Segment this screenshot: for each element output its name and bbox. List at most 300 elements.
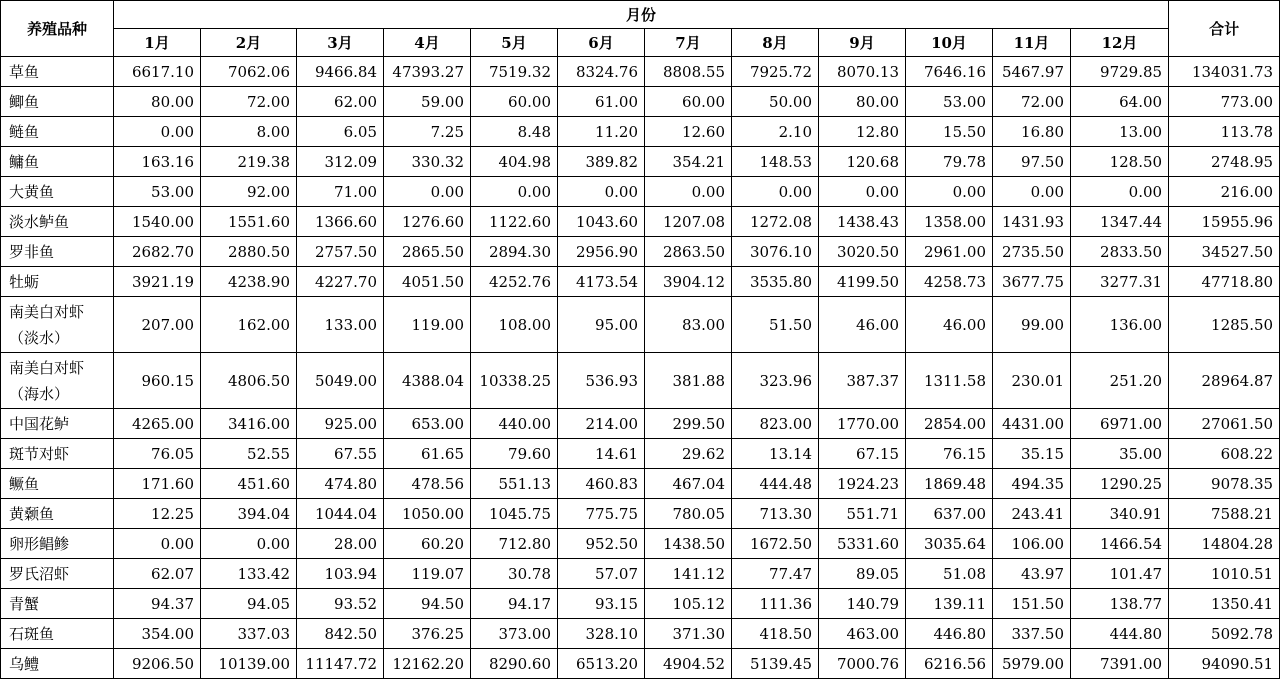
month-value-cell: 94.37: [114, 589, 201, 619]
month-value-cell: 163.16: [114, 147, 201, 177]
month-value-cell: 952.50: [558, 529, 645, 559]
month-header: 8月: [732, 29, 819, 57]
month-value-cell: 0.00: [558, 177, 645, 207]
month-value-cell: 713.30: [732, 499, 819, 529]
species-name-cell: 草鱼: [1, 57, 114, 87]
month-value-cell: 28.00: [297, 529, 384, 559]
month-value-cell: 340.91: [1071, 499, 1169, 529]
table-row: [1, 529, 1280, 559]
month-value-cell: 0.00: [114, 529, 201, 559]
month-value-cell: 6.05: [297, 117, 384, 147]
month-value-cell: 97.50: [993, 147, 1071, 177]
month-value-cell: 57.07: [558, 559, 645, 589]
month-value-cell: 387.37: [819, 353, 906, 409]
species-name-cell: 鲢鱼: [1, 117, 114, 147]
month-value-cell: 2956.90: [558, 237, 645, 267]
month-header: 7月: [645, 29, 732, 57]
month-value-cell: 1438.43: [819, 207, 906, 237]
month-value-cell: 1672.50: [732, 529, 819, 559]
month-value-cell: 328.10: [558, 619, 645, 649]
month-value-cell: 3416.00: [201, 409, 297, 439]
month-value-cell: 7391.00: [1071, 649, 1169, 679]
month-value-cell: 94.17: [471, 589, 558, 619]
total-value-cell: 773.00: [1169, 87, 1280, 117]
month-value-cell: 67.55: [297, 439, 384, 469]
table-row: [1, 589, 1280, 619]
month-value-cell: 376.25: [384, 619, 471, 649]
month-header: 9月: [819, 29, 906, 57]
month-value-cell: 83.00: [645, 297, 732, 353]
month-value-cell: 0.00: [732, 177, 819, 207]
total-value-cell: 134031.73: [1169, 57, 1280, 87]
species-name-cell: 中国花鲈: [1, 409, 114, 439]
month-value-cell: 1869.48: [906, 469, 993, 499]
month-value-cell: 2880.50: [201, 237, 297, 267]
species-name-cell: 青蟹: [1, 589, 114, 619]
header-row-months: [1, 29, 1280, 57]
month-value-cell: 446.80: [906, 619, 993, 649]
month-value-cell: 6216.56: [906, 649, 993, 679]
table-header: [1, 1, 1280, 57]
month-value-cell: 251.20: [1071, 353, 1169, 409]
total-value-cell: 113.78: [1169, 117, 1280, 147]
month-value-cell: 4265.00: [114, 409, 201, 439]
total-value-cell: 47718.80: [1169, 267, 1280, 297]
species-name-cell: 南美白对虾（海水）: [1, 353, 114, 409]
month-value-cell: 0.00: [384, 177, 471, 207]
month-value-cell: 2854.00: [906, 409, 993, 439]
month-value-cell: 4051.50: [384, 267, 471, 297]
month-value-cell: 551.71: [819, 499, 906, 529]
month-value-cell: 1466.54: [1071, 529, 1169, 559]
month-value-cell: 2863.50: [645, 237, 732, 267]
month-value-cell: 12.60: [645, 117, 732, 147]
total-value-cell: 28964.87: [1169, 353, 1280, 409]
header-row-top: [1, 1, 1280, 29]
month-value-cell: 6617.10: [114, 57, 201, 87]
month-value-cell: 12.25: [114, 499, 201, 529]
month-value-cell: 133.42: [201, 559, 297, 589]
month-value-cell: 52.55: [201, 439, 297, 469]
table-row: [1, 87, 1280, 117]
month-value-cell: 47393.27: [384, 57, 471, 87]
month-value-cell: 354.00: [114, 619, 201, 649]
total-value-cell: 5092.78: [1169, 619, 1280, 649]
month-value-cell: 79.78: [906, 147, 993, 177]
month-value-cell: 0.00: [906, 177, 993, 207]
month-value-cell: 111.36: [732, 589, 819, 619]
month-value-cell: 2682.70: [114, 237, 201, 267]
month-value-cell: 418.50: [732, 619, 819, 649]
month-value-cell: 637.00: [906, 499, 993, 529]
month-value-cell: 823.00: [732, 409, 819, 439]
species-name-cell: 南美白对虾（淡水）: [1, 297, 114, 353]
species-name-cell: 乌鳢: [1, 649, 114, 679]
month-value-cell: 53.00: [906, 87, 993, 117]
month-value-cell: 478.56: [384, 469, 471, 499]
month-value-cell: 59.00: [384, 87, 471, 117]
total-value-cell: 216.00: [1169, 177, 1280, 207]
month-value-cell: 8.48: [471, 117, 558, 147]
month-value-cell: 444.48: [732, 469, 819, 499]
month-value-cell: 64.00: [1071, 87, 1169, 117]
month-value-cell: 536.93: [558, 353, 645, 409]
month-value-cell: 2735.50: [993, 237, 1071, 267]
month-value-cell: 61.00: [558, 87, 645, 117]
month-value-cell: 60.20: [384, 529, 471, 559]
month-value-cell: 171.60: [114, 469, 201, 499]
month-value-cell: 136.00: [1071, 297, 1169, 353]
month-value-cell: 371.30: [645, 619, 732, 649]
month-value-cell: 140.79: [819, 589, 906, 619]
table-row: [1, 177, 1280, 207]
month-value-cell: 775.75: [558, 499, 645, 529]
species-name-cell: 卵形鲳鲹: [1, 529, 114, 559]
month-value-cell: 0.00: [645, 177, 732, 207]
month-value-cell: 46.00: [819, 297, 906, 353]
month-value-cell: 330.32: [384, 147, 471, 177]
month-value-cell: 94.50: [384, 589, 471, 619]
month-value-cell: 71.00: [297, 177, 384, 207]
month-value-cell: 72.00: [993, 87, 1071, 117]
table-row: [1, 619, 1280, 649]
month-value-cell: 960.15: [114, 353, 201, 409]
month-value-cell: 2757.50: [297, 237, 384, 267]
total-value-cell: 9078.35: [1169, 469, 1280, 499]
month-value-cell: 337.03: [201, 619, 297, 649]
month-value-cell: 35.00: [1071, 439, 1169, 469]
month-value-cell: 80.00: [114, 87, 201, 117]
month-value-cell: 43.97: [993, 559, 1071, 589]
month-value-cell: 1358.00: [906, 207, 993, 237]
month-value-cell: 51.50: [732, 297, 819, 353]
month-value-cell: 842.50: [297, 619, 384, 649]
month-value-cell: 207.00: [114, 297, 201, 353]
month-value-cell: 4173.54: [558, 267, 645, 297]
total-value-cell: 27061.50: [1169, 409, 1280, 439]
month-value-cell: 138.77: [1071, 589, 1169, 619]
total-value-cell: 2748.95: [1169, 147, 1280, 177]
month-value-cell: 1207.08: [645, 207, 732, 237]
month-value-cell: 8324.76: [558, 57, 645, 87]
month-value-cell: 3535.80: [732, 267, 819, 297]
month-value-cell: 5979.00: [993, 649, 1071, 679]
month-value-cell: 1272.08: [732, 207, 819, 237]
month-value-cell: 1050.00: [384, 499, 471, 529]
month-value-cell: 46.00: [906, 297, 993, 353]
species-name-cell: 鳜鱼: [1, 469, 114, 499]
month-value-cell: 133.00: [297, 297, 384, 353]
month-value-cell: 4258.73: [906, 267, 993, 297]
month-value-cell: 0.00: [201, 529, 297, 559]
month-value-cell: 80.00: [819, 87, 906, 117]
month-value-cell: 119.00: [384, 297, 471, 353]
month-value-cell: 9729.85: [1071, 57, 1169, 87]
month-value-cell: 101.47: [1071, 559, 1169, 589]
month-value-cell: 1043.60: [558, 207, 645, 237]
species-name-cell: 罗氏沼虾: [1, 559, 114, 589]
month-value-cell: 494.35: [993, 469, 1071, 499]
month-value-cell: 1276.60: [384, 207, 471, 237]
month-value-cell: 4238.90: [201, 267, 297, 297]
month-value-cell: 50.00: [732, 87, 819, 117]
month-value-cell: 15.50: [906, 117, 993, 147]
month-value-cell: 925.00: [297, 409, 384, 439]
month-value-cell: 6513.20: [558, 649, 645, 679]
month-value-cell: 62.00: [297, 87, 384, 117]
month-value-cell: 92.00: [201, 177, 297, 207]
month-value-cell: 373.00: [471, 619, 558, 649]
month-value-cell: 780.05: [645, 499, 732, 529]
month-value-cell: 7519.32: [471, 57, 558, 87]
total-value-cell: 1010.51: [1169, 559, 1280, 589]
month-value-cell: 53.00: [114, 177, 201, 207]
month-value-cell: 337.50: [993, 619, 1071, 649]
month-value-cell: 0.00: [993, 177, 1071, 207]
month-value-cell: 4904.52: [645, 649, 732, 679]
month-value-cell: 103.94: [297, 559, 384, 589]
total-value-cell: 15955.96: [1169, 207, 1280, 237]
month-value-cell: 95.00: [558, 297, 645, 353]
month-value-cell: 4806.50: [201, 353, 297, 409]
month-value-cell: 463.00: [819, 619, 906, 649]
month-value-cell: 162.00: [201, 297, 297, 353]
month-value-cell: 8808.55: [645, 57, 732, 87]
month-value-cell: 13.00: [1071, 117, 1169, 147]
table-row: [1, 409, 1280, 439]
month-value-cell: 467.04: [645, 469, 732, 499]
total-value-cell: 7588.21: [1169, 499, 1280, 529]
month-value-cell: 219.38: [201, 147, 297, 177]
month-value-cell: 30.78: [471, 559, 558, 589]
species-name-cell: 石斑鱼: [1, 619, 114, 649]
month-value-cell: 5139.45: [732, 649, 819, 679]
month-value-cell: 120.68: [819, 147, 906, 177]
species-name-cell: 黄颡鱼: [1, 499, 114, 529]
month-value-cell: 394.04: [201, 499, 297, 529]
month-value-cell: 151.50: [993, 589, 1071, 619]
month-value-cell: 7.25: [384, 117, 471, 147]
month-value-cell: 5331.60: [819, 529, 906, 559]
month-header: 10月: [906, 29, 993, 57]
month-value-cell: 0.00: [819, 177, 906, 207]
month-value-cell: 13.14: [732, 439, 819, 469]
month-value-cell: 1290.25: [1071, 469, 1169, 499]
month-value-cell: 0.00: [1071, 177, 1169, 207]
month-value-cell: 10139.00: [201, 649, 297, 679]
month-value-cell: 451.60: [201, 469, 297, 499]
total-value-cell: 608.22: [1169, 439, 1280, 469]
month-value-cell: 7062.06: [201, 57, 297, 87]
month-value-cell: 94.05: [201, 589, 297, 619]
total-value-cell: 1285.50: [1169, 297, 1280, 353]
month-value-cell: 108.00: [471, 297, 558, 353]
month-value-cell: 148.53: [732, 147, 819, 177]
month-value-cell: 12162.20: [384, 649, 471, 679]
month-value-cell: 444.80: [1071, 619, 1169, 649]
month-value-cell: 381.88: [645, 353, 732, 409]
month-value-cell: 60.00: [471, 87, 558, 117]
table-row: [1, 469, 1280, 499]
month-value-cell: 1770.00: [819, 409, 906, 439]
month-value-cell: 3076.10: [732, 237, 819, 267]
month-value-cell: 106.00: [993, 529, 1071, 559]
month-value-cell: 11147.72: [297, 649, 384, 679]
month-group-header: 月份: [114, 1, 1169, 29]
month-value-cell: 0.00: [471, 177, 558, 207]
month-value-cell: 141.12: [645, 559, 732, 589]
month-value-cell: 2894.30: [471, 237, 558, 267]
total-value-cell: 94090.51: [1169, 649, 1280, 679]
month-value-cell: 119.07: [384, 559, 471, 589]
month-value-cell: 0.00: [114, 117, 201, 147]
table-body: [1, 57, 1280, 679]
month-value-cell: 8.00: [201, 117, 297, 147]
month-value-cell: 3277.31: [1071, 267, 1169, 297]
species-name-cell: 牡蛎: [1, 267, 114, 297]
month-value-cell: 1540.00: [114, 207, 201, 237]
month-header: 3月: [297, 29, 384, 57]
table-row: [1, 649, 1280, 679]
month-value-cell: 299.50: [645, 409, 732, 439]
table-row: [1, 117, 1280, 147]
month-value-cell: 8070.13: [819, 57, 906, 87]
month-value-cell: 1311.58: [906, 353, 993, 409]
month-value-cell: 354.21: [645, 147, 732, 177]
month-value-cell: 4227.70: [297, 267, 384, 297]
species-name-cell: 大黄鱼: [1, 177, 114, 207]
table-row: [1, 439, 1280, 469]
table-row: [1, 147, 1280, 177]
table-row: [1, 57, 1280, 87]
table-row: [1, 499, 1280, 529]
table-row: [1, 237, 1280, 267]
month-value-cell: 3020.50: [819, 237, 906, 267]
month-value-cell: 9206.50: [114, 649, 201, 679]
month-value-cell: 3035.64: [906, 529, 993, 559]
month-value-cell: 312.09: [297, 147, 384, 177]
month-value-cell: 93.52: [297, 589, 384, 619]
month-value-cell: 4252.76: [471, 267, 558, 297]
month-value-cell: 243.41: [993, 499, 1071, 529]
month-value-cell: 4388.04: [384, 353, 471, 409]
month-value-cell: 61.65: [384, 439, 471, 469]
total-value-cell: 14804.28: [1169, 529, 1280, 559]
month-value-cell: 14.61: [558, 439, 645, 469]
month-value-cell: 7646.16: [906, 57, 993, 87]
month-value-cell: 99.00: [993, 297, 1071, 353]
month-value-cell: 1045.75: [471, 499, 558, 529]
species-header: 养殖品种: [1, 1, 114, 57]
month-value-cell: 7000.76: [819, 649, 906, 679]
month-value-cell: 62.07: [114, 559, 201, 589]
month-value-cell: 4199.50: [819, 267, 906, 297]
month-value-cell: 1347.44: [1071, 207, 1169, 237]
species-name-cell: 罗非鱼: [1, 237, 114, 267]
month-header: 2月: [201, 29, 297, 57]
table-row: [1, 207, 1280, 237]
month-value-cell: 35.15: [993, 439, 1071, 469]
month-value-cell: 5467.97: [993, 57, 1071, 87]
month-value-cell: 89.05: [819, 559, 906, 589]
table-row: [1, 559, 1280, 589]
month-value-cell: 79.60: [471, 439, 558, 469]
month-value-cell: 2865.50: [384, 237, 471, 267]
month-value-cell: 3677.75: [993, 267, 1071, 297]
month-value-cell: 139.11: [906, 589, 993, 619]
month-value-cell: 440.00: [471, 409, 558, 439]
month-header: 4月: [384, 29, 471, 57]
month-value-cell: 3921.19: [114, 267, 201, 297]
table-row: [1, 297, 1280, 353]
month-value-cell: 404.98: [471, 147, 558, 177]
month-value-cell: 1366.60: [297, 207, 384, 237]
month-value-cell: 3904.12: [645, 267, 732, 297]
month-value-cell: 29.62: [645, 439, 732, 469]
month-value-cell: 11.20: [558, 117, 645, 147]
month-value-cell: 77.47: [732, 559, 819, 589]
total-value-cell: 34527.50: [1169, 237, 1280, 267]
month-value-cell: 460.83: [558, 469, 645, 499]
month-value-cell: 12.80: [819, 117, 906, 147]
month-value-cell: 4431.00: [993, 409, 1071, 439]
species-name-cell: 淡水鲈鱼: [1, 207, 114, 237]
month-value-cell: 128.50: [1071, 147, 1169, 177]
month-value-cell: 2833.50: [1071, 237, 1169, 267]
month-value-cell: 2.10: [732, 117, 819, 147]
month-value-cell: 1044.04: [297, 499, 384, 529]
month-value-cell: 9466.84: [297, 57, 384, 87]
month-value-cell: 1122.60: [471, 207, 558, 237]
month-value-cell: 76.05: [114, 439, 201, 469]
table-row: [1, 267, 1280, 297]
month-value-cell: 653.00: [384, 409, 471, 439]
month-value-cell: 16.80: [993, 117, 1071, 147]
month-value-cell: 1438.50: [645, 529, 732, 559]
species-name-cell: 斑节对虾: [1, 439, 114, 469]
total-header: 合计: [1169, 1, 1280, 57]
total-value-cell: 1350.41: [1169, 589, 1280, 619]
month-value-cell: 389.82: [558, 147, 645, 177]
month-value-cell: 7925.72: [732, 57, 819, 87]
month-value-cell: 712.80: [471, 529, 558, 559]
month-value-cell: 76.15: [906, 439, 993, 469]
month-value-cell: 230.01: [993, 353, 1071, 409]
month-header: 12月: [1071, 29, 1169, 57]
month-value-cell: 214.00: [558, 409, 645, 439]
month-header: 1月: [114, 29, 201, 57]
month-value-cell: 1431.93: [993, 207, 1071, 237]
species-name-cell: 鲫鱼: [1, 87, 114, 117]
month-value-cell: 323.96: [732, 353, 819, 409]
month-value-cell: 93.15: [558, 589, 645, 619]
month-value-cell: 1551.60: [201, 207, 297, 237]
month-value-cell: 72.00: [201, 87, 297, 117]
month-header: 5月: [471, 29, 558, 57]
month-value-cell: 8290.60: [471, 649, 558, 679]
month-header: 11月: [993, 29, 1071, 57]
species-name-cell: 鳙鱼: [1, 147, 114, 177]
month-value-cell: 551.13: [471, 469, 558, 499]
month-header: 6月: [558, 29, 645, 57]
month-value-cell: 2961.00: [906, 237, 993, 267]
month-value-cell: 51.08: [906, 559, 993, 589]
month-value-cell: 10338.25: [471, 353, 558, 409]
month-value-cell: 67.15: [819, 439, 906, 469]
table-row: [1, 353, 1280, 409]
month-value-cell: 1924.23: [819, 469, 906, 499]
month-value-cell: 105.12: [645, 589, 732, 619]
